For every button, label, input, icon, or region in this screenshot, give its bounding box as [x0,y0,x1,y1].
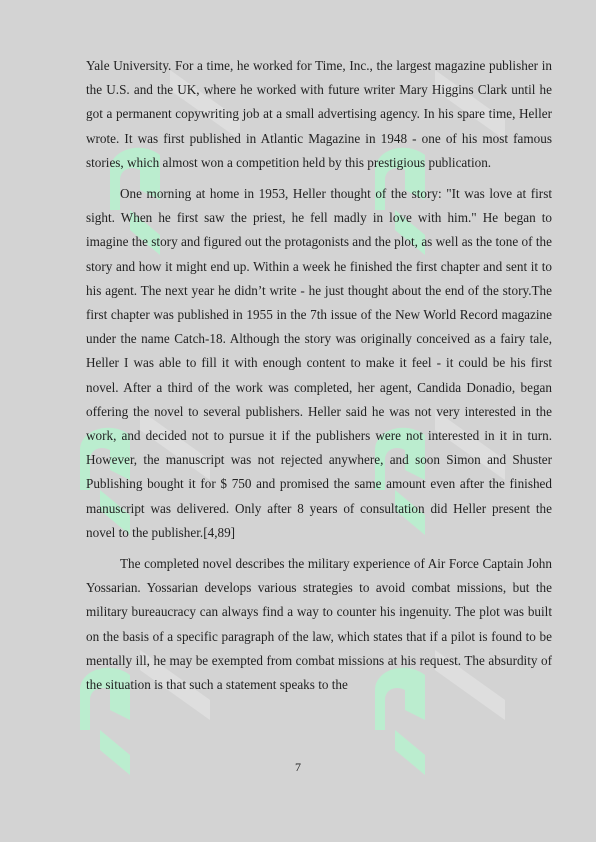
document-body [86,54,552,704]
page-number: 7 [295,760,301,774]
paragraph-3: The completed novel describes the military experience of Air Force Captain John Yossarian. Yossarian develops various strategies to avoid combat missions, but the military bureaucracy can always find a way to counter his ingenuity. The plot was built on the basis of a specific paragraph of the law, which states that if a pilot is found to be mentally ill, he may be exempted from combat missions at his request. The absurdity of the situation is that such a statement speaks to the [86,556,552,693]
paragraph-2: One morning at home in 1953, Heller thought of the story: "It was love at first sight. When he first saw the priest, he fell madly in love with him." He began to imagine the story and figured out the protagonists and the plot, as well as the tone of the story and how it might end up. Within a week he finished the first chapter and sent it to his agent. The next year he didn’t write - he just thought about the end of the story.The first chapter was published in 1955 in the 7th issue of the New World Record magazine under the name Catch-18. Although the story was originally conceived as a fairy tale, Heller I was able to fill it with enough content to make it feel - it could be his first novel. After a third of the work was completed, her agent, Candida Donadio, began offering the novel to several publishers. Heller said he was not very interested in the work, and decided not to pursue it if the publishers were not interested in it in turn. However, the manuscript was not rejected anywhere, and soon Simon and Shuster Publishing bought it for $ 750 and promised the same amount even after the finished manuscript was delivered. Only after 8 years of consultation did Heller present the novel to the publisher.[4,89] [86,186,552,540]
paragraph-1: Yale University. For a time, he worked for Time, Inc., the largest magazine publisher in the U.S. and the UK, where he worked with future writer Mary Higgins Clark until he got a permanent copywriting job at a small advertising agency. In his spare time, Heller wrote. It was first published in Atlantic Magazine in 1948 - one of his most famous stories, which almost won a competition held by this prestigious publication. [86,58,552,170]
